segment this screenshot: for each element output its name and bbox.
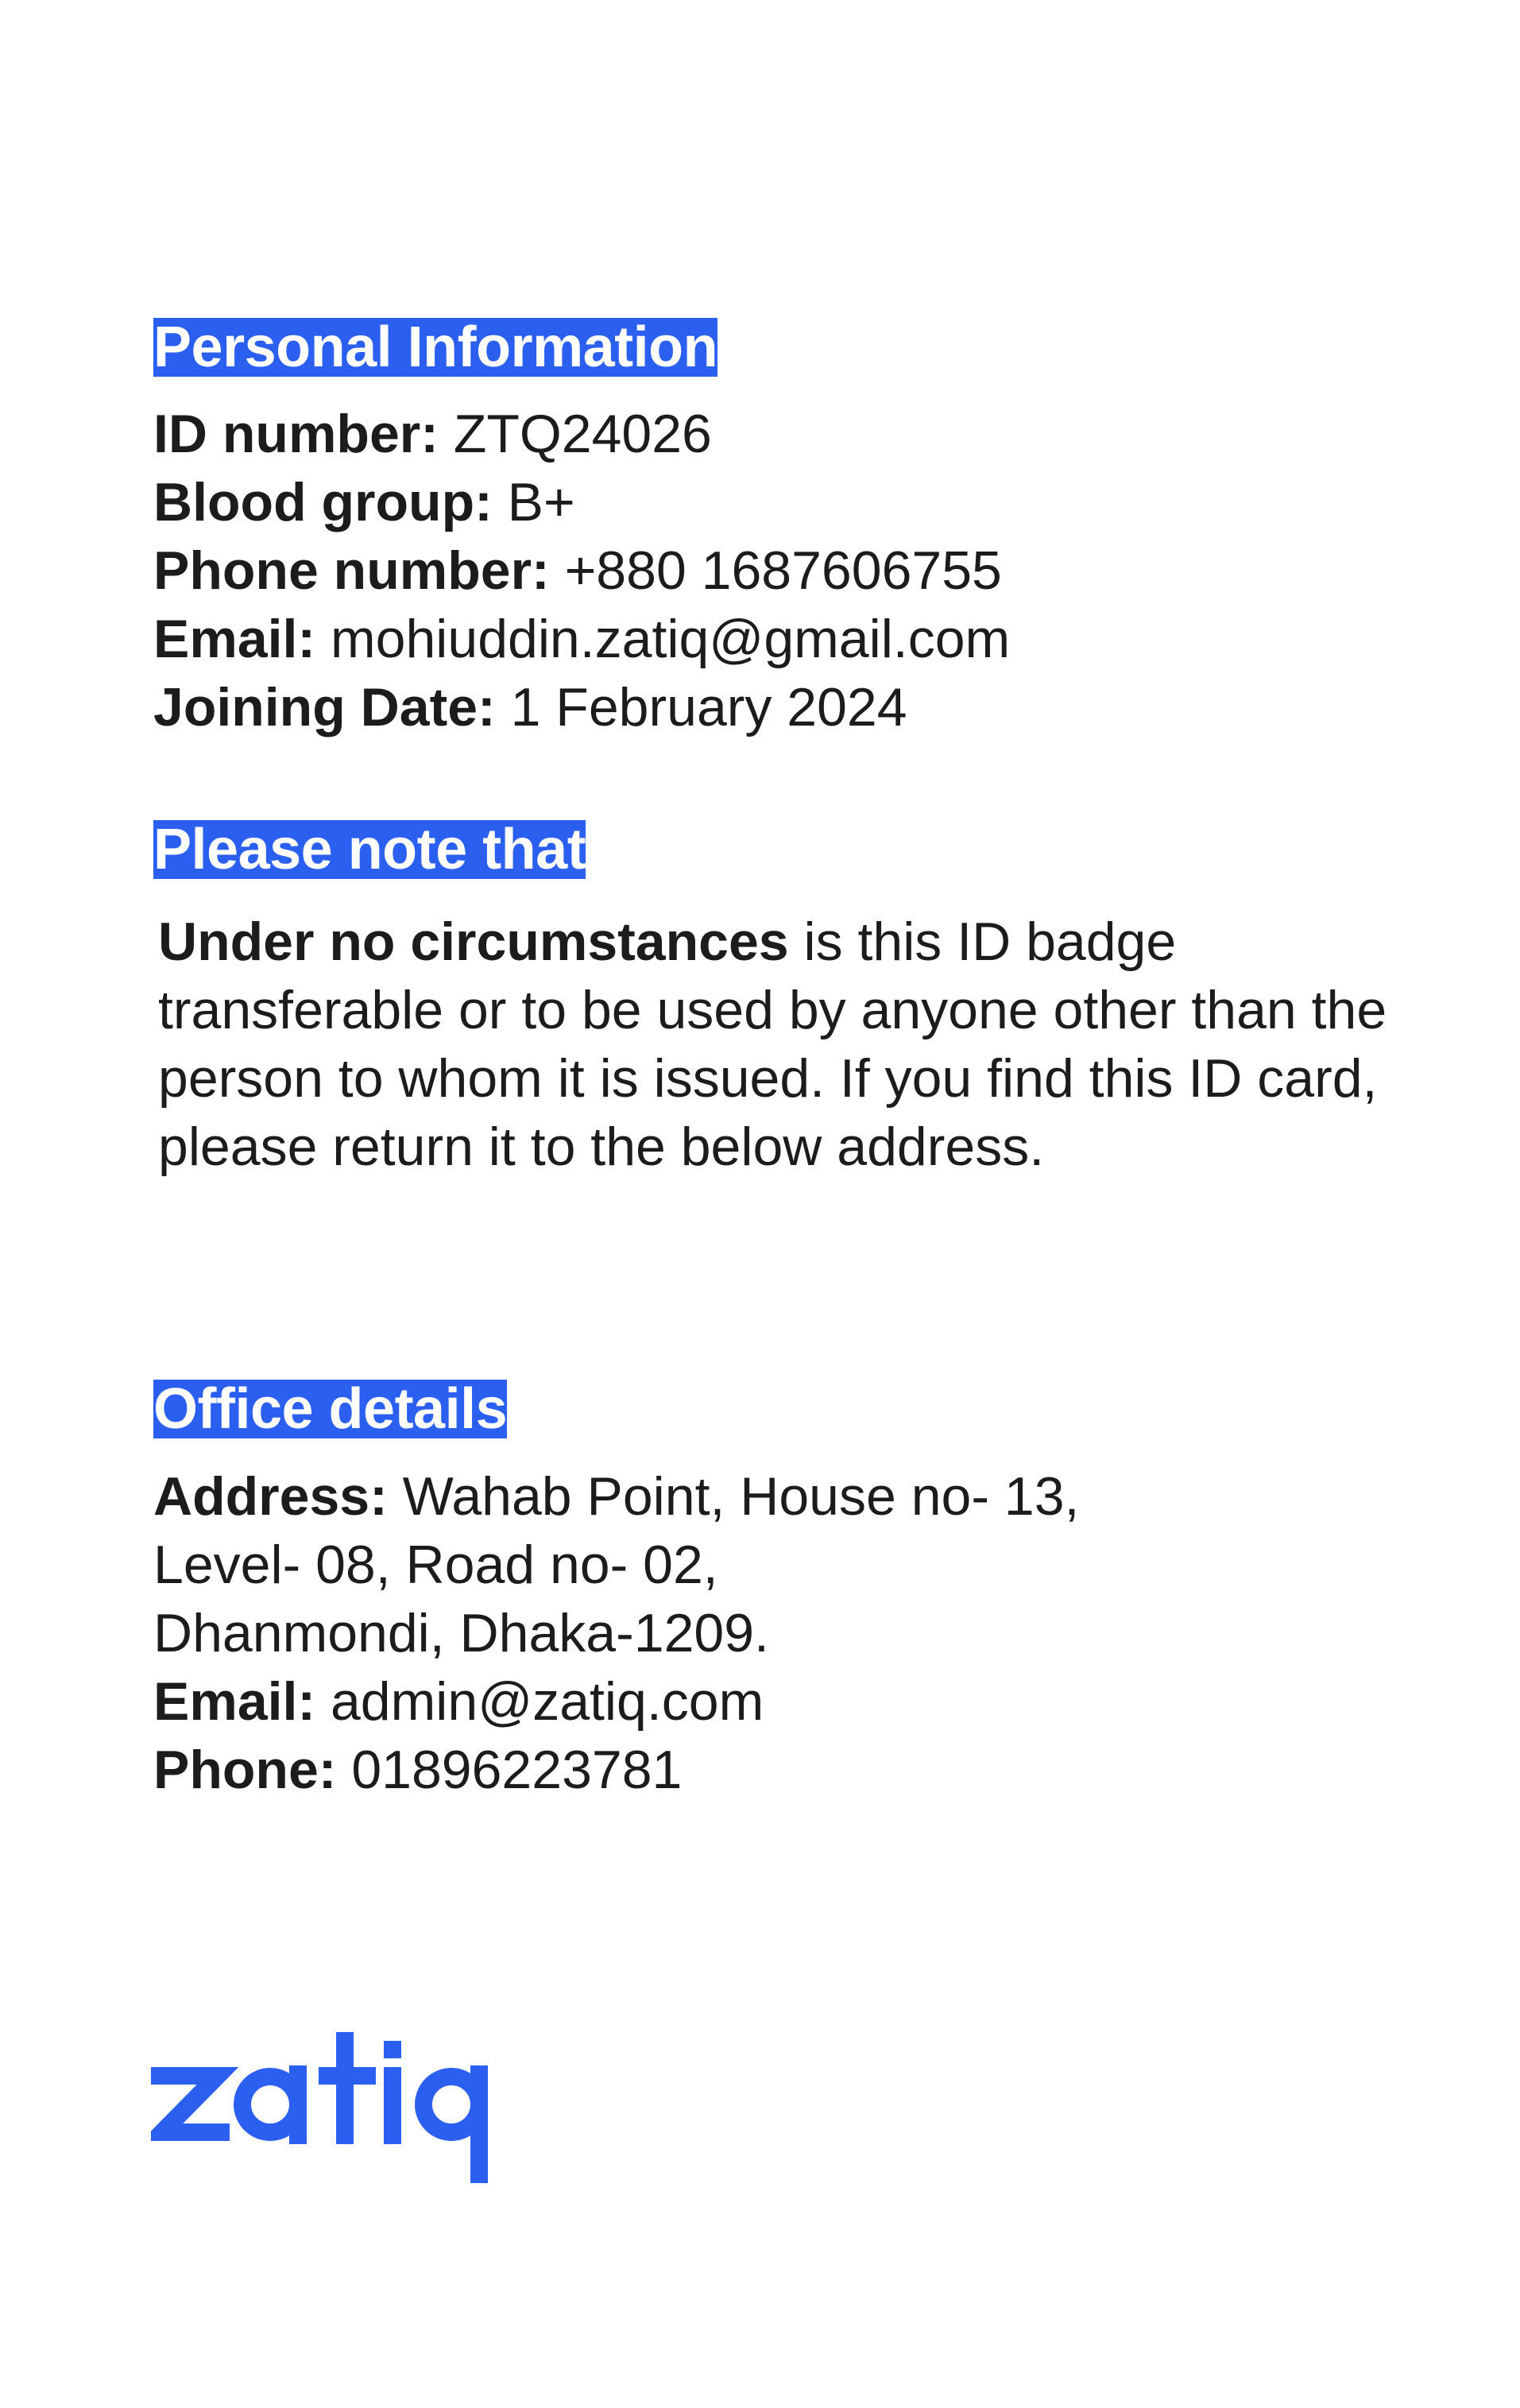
id-number-label: ID number: [153, 404, 439, 464]
email-label: Email: [153, 609, 316, 669]
blood-group-label: Blood group: [153, 472, 493, 532]
phone-number-label: Phone number: [153, 540, 550, 601]
phone-number-value: +880 1687606755 [564, 540, 1002, 601]
office-phone-value: 01896223781 [351, 1740, 683, 1800]
office-phone-label: Phone: [153, 1740, 337, 1800]
address-label: Address: [153, 1466, 388, 1527]
personal-information-heading: Personal Information [153, 316, 718, 379]
please-note-heading: Please note that [153, 818, 586, 881]
note-paragraph [158, 908, 1398, 1181]
personal-information-block [153, 400, 1010, 741]
email-value: mohiuddin.zatiq@gmail.com [330, 609, 1011, 669]
note-text: is this ID badge transferable or to be used by anyone other than the person to whom it is issued. If you find this ID card, please return it to the below address. [158, 912, 1387, 1177]
office-details-block [153, 1462, 1079, 1804]
zatiq-logo-mark [151, 2019, 548, 2193]
id-number-row [153, 400, 1010, 468]
id-number-value: ZTQ24026 [453, 404, 712, 464]
address-line1: Wahab Point, House no- 13, [402, 1466, 1080, 1527]
joining-date-value: 1 February 2024 [510, 677, 907, 737]
zatiq-logo [151, 2019, 548, 2197]
joining-date-row [153, 673, 1010, 741]
phone-number-row [153, 536, 1010, 605]
blood-group-value: B+ [507, 472, 575, 532]
office-email-label: Email: [153, 1671, 316, 1732]
address-row [153, 1462, 1079, 1531]
office-phone-row [153, 1736, 1079, 1804]
joining-date-label: Joining Date: [153, 677, 496, 737]
office-details-heading: Office details [153, 1377, 508, 1441]
office-email-row [153, 1667, 1079, 1736]
address-line3: Dhanmondi, Dhaka-1209. [153, 1603, 769, 1663]
blood-group-row [153, 468, 1010, 536]
office-email-value: admin@zatiq.com [330, 1671, 764, 1732]
email-row [153, 605, 1010, 673]
note-bold-text: Under no circumstances [158, 912, 789, 972]
address-line2: Level- 08, Road no- 02, [153, 1535, 718, 1595]
